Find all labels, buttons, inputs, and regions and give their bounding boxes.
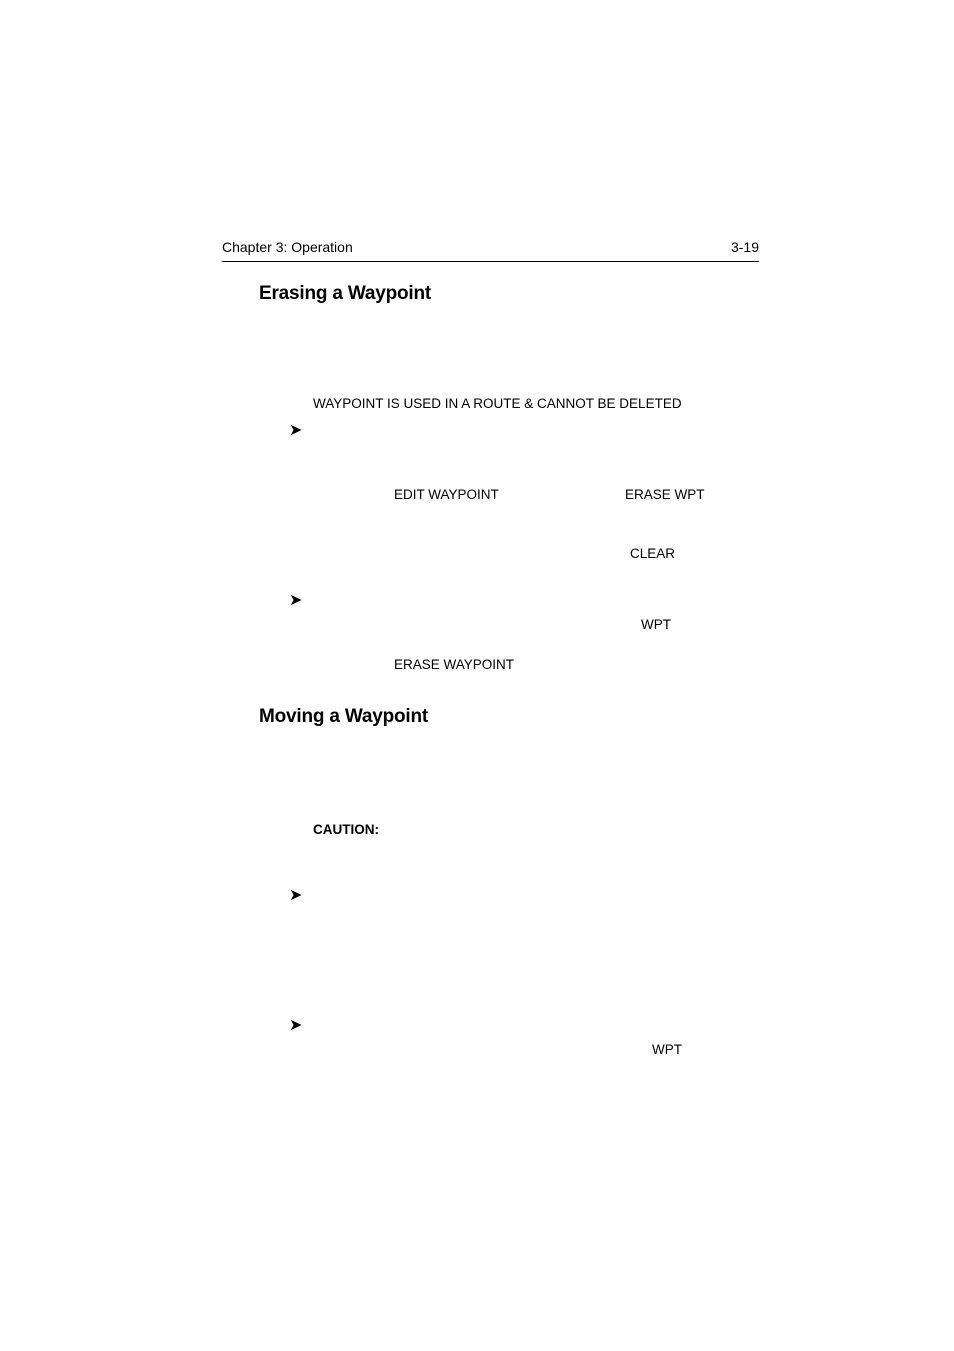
heading-erasing-waypoint: Erasing a Waypoint — [259, 283, 432, 304]
clear-key: CLEAR — [630, 546, 676, 561]
wpt-key: WPT — [641, 617, 671, 632]
wpt-key-moving: WPT — [652, 1042, 682, 1057]
chapter-title: Chapter 3: Operation — [222, 239, 353, 255]
bullet-arrow-icon: ➤ — [289, 1017, 303, 1034]
bullet-arrow-icon: ➤ — [289, 592, 303, 609]
page-number: 3-19 — [730, 239, 759, 255]
caution-label: CAUTION: — [313, 822, 379, 837]
page-header — [222, 238, 759, 262]
erase-waypoint-label: ERASE WAYPOINT — [394, 657, 515, 672]
erase-wpt-key: ERASE WPT — [625, 487, 705, 502]
route-warning-message: WAYPOINT IS USED IN A ROUTE & CANNOT BE DELETED — [313, 396, 682, 411]
edit-waypoint-label: EDIT WAYPOINT — [394, 487, 499, 502]
heading-moving-waypoint: Moving a Waypoint — [259, 706, 429, 727]
bullet-arrow-icon: ➤ — [289, 422, 303, 439]
bullet-arrow-icon: ➤ — [289, 887, 303, 904]
